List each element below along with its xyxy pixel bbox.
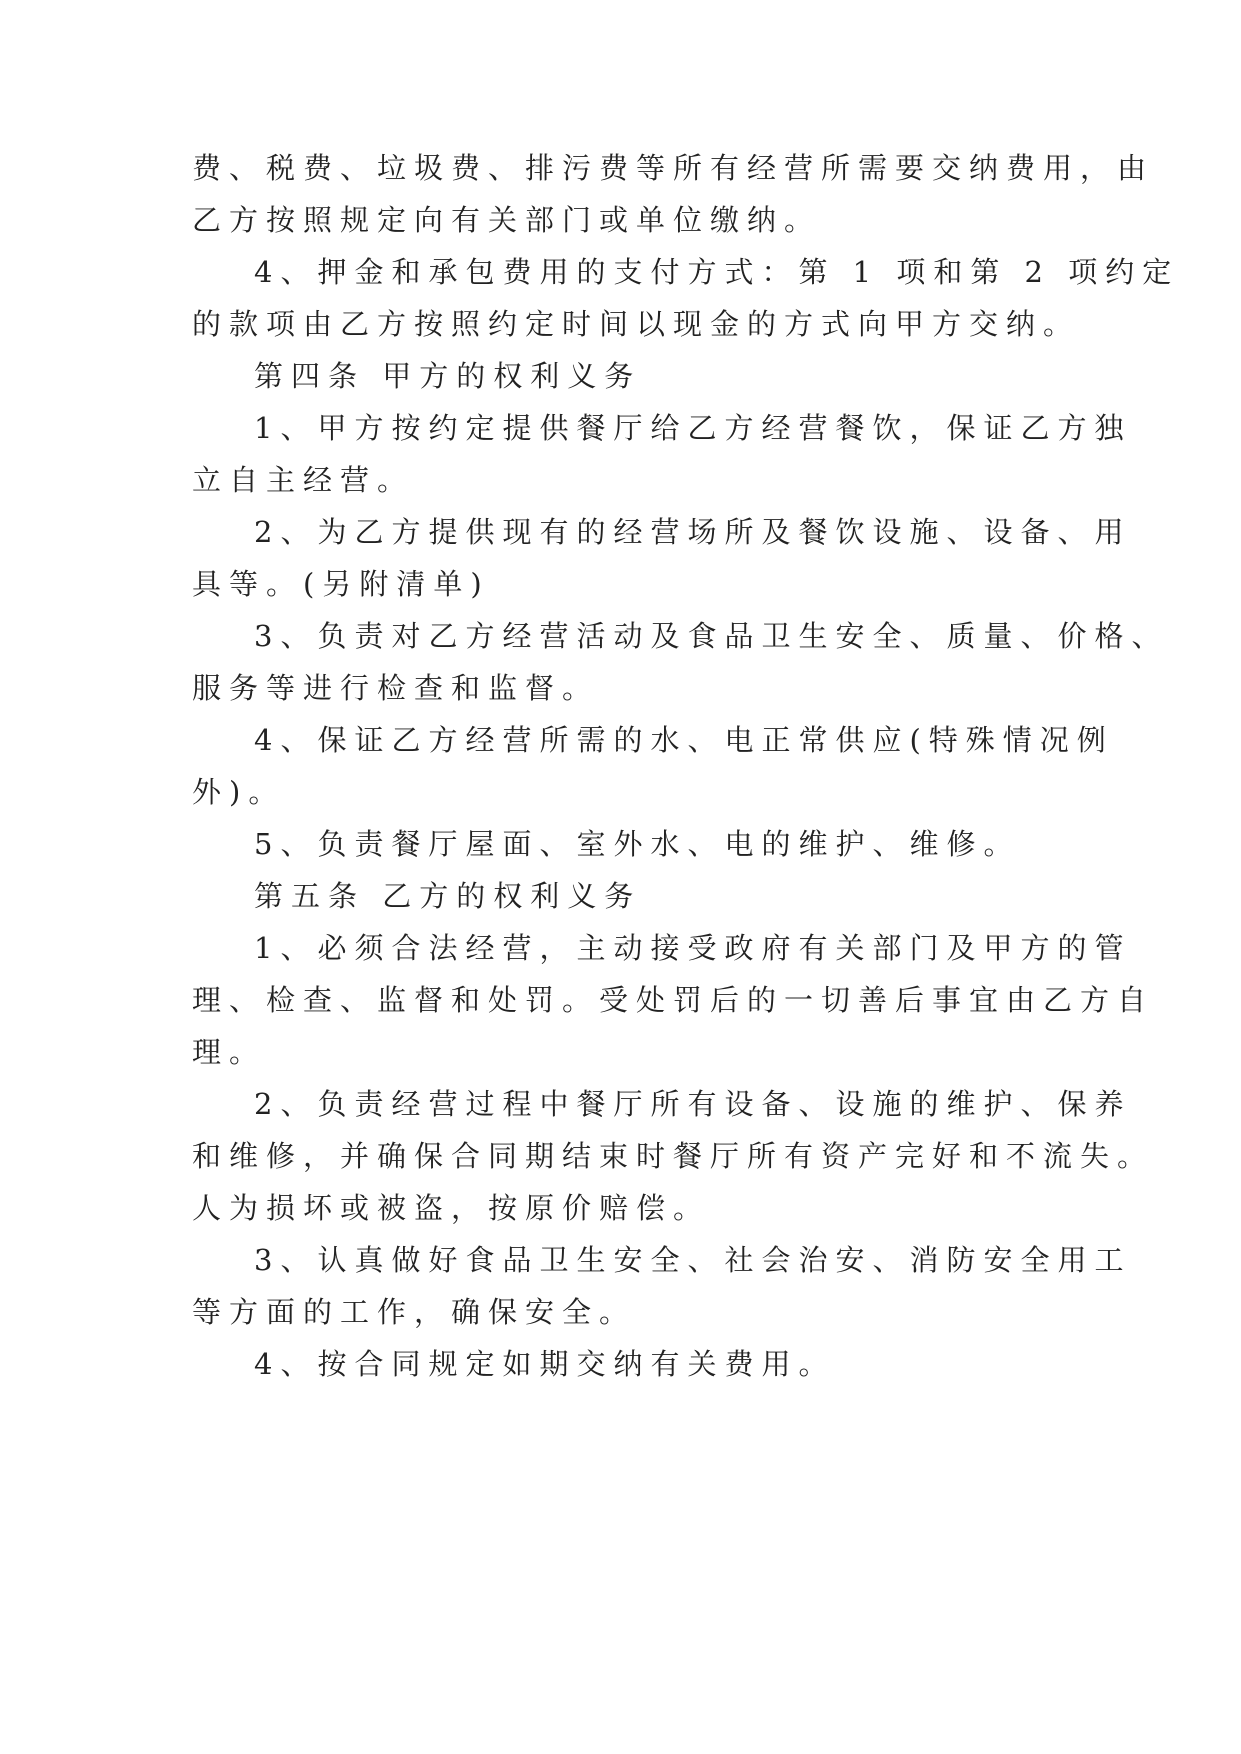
- text-line: 外)。: [192, 775, 286, 809]
- text-line: 1、必须合法经营，主动接受政府有关部门及甲方的管: [254, 931, 1132, 965]
- article-heading: 第四条 甲方的权利义务: [254, 359, 642, 393]
- text-line: 4、按合同规定如期交纳有关费用。: [254, 1347, 836, 1381]
- text-line: 理、检查、监督和处罚。受处罚后的一切善后事宜由乙方自: [192, 983, 1155, 1017]
- text-line: 2、负责经营过程中餐厅所有设备、设施的维护、保养: [254, 1087, 1132, 1121]
- text-line: 立自主经营。: [192, 463, 415, 497]
- text-line: 4、保证乙方经营所需的水、电正常供应(特殊情况例: [254, 723, 1114, 757]
- text-line: 费、税费、垃圾费、排污费等所有经营所需要交纳费用，由: [192, 151, 1155, 185]
- text-line: 理。: [192, 1035, 267, 1069]
- text-line: 具等。(另附清单): [192, 567, 490, 601]
- text-line: 人为损坏或被盗，按原价赔偿。: [192, 1191, 711, 1225]
- text-line: 乙方按照规定向有关部门或单位缴纳。: [192, 203, 822, 237]
- text-line: 5、负责餐厅屋面、室外水、电的维护、维修。: [254, 827, 1021, 861]
- text-line: 1、甲方按约定提供餐厅给乙方经营餐饮，保证乙方独: [254, 411, 1132, 445]
- text-line: 的款项由乙方按照约定时间以现金的方式向甲方交纳。: [192, 307, 1081, 341]
- text-line: 3、认真做好食品卫生安全、社会治安、消防安全用工: [254, 1243, 1132, 1277]
- article-heading: 第五条 乙方的权利义务: [254, 879, 642, 913]
- text-line: 等方面的工作，确保安全。: [192, 1295, 637, 1329]
- text-line: 4、押金和承包费用的支付方式：第 1 项和第 2 项约定: [254, 255, 1180, 289]
- text-line: 2、为乙方提供现有的经营场所及餐饮设施、设备、用: [254, 515, 1132, 549]
- text-line: 和维修，并确保合同期结束时餐厅所有资产完好和不流失。: [192, 1139, 1155, 1173]
- text-line: 3、负责对乙方经营活动及食品卫生安全、质量、价格、: [254, 619, 1169, 653]
- text-line: 服务等进行检查和监督。: [192, 671, 600, 705]
